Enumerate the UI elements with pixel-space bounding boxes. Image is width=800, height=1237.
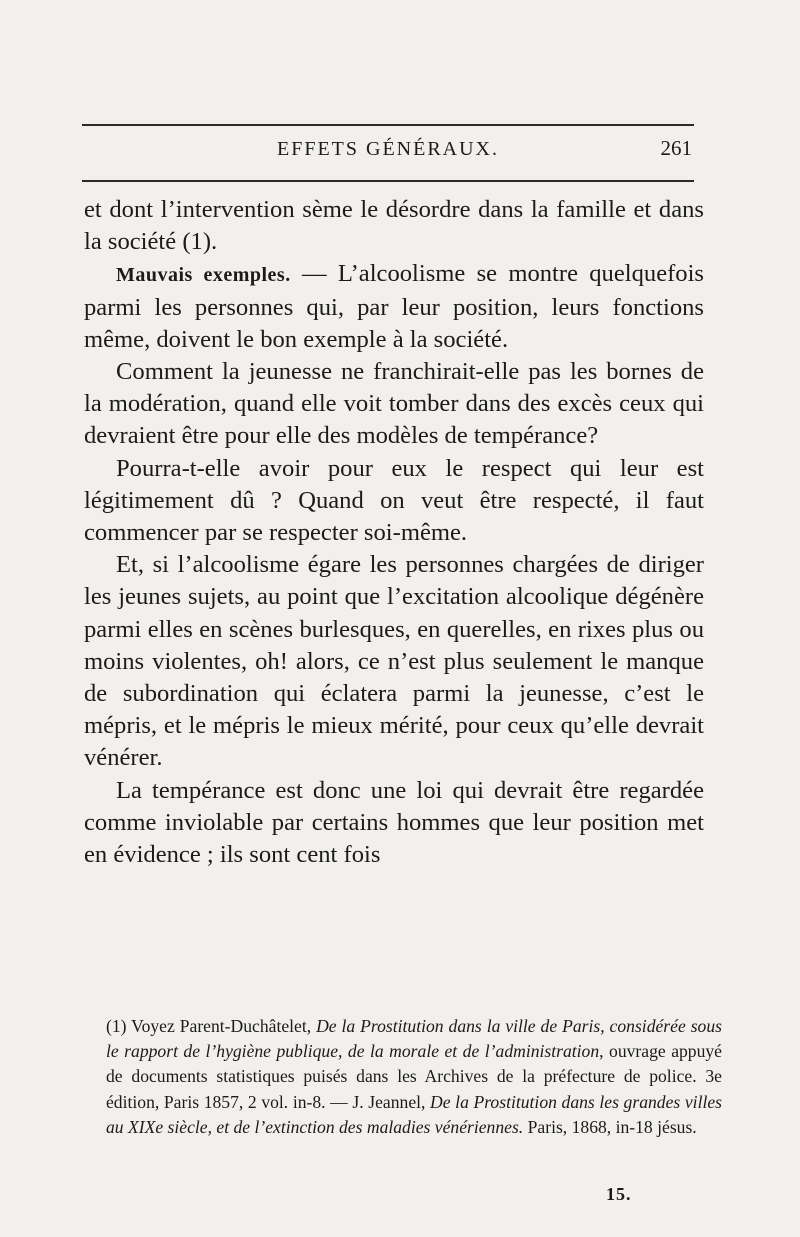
page-number: 261 bbox=[660, 136, 692, 160]
paragraph: Et, si l’alcoolisme égare les personnes chargées de diriger les jeunes sujets, au point que l’excitation alcoolique dégénère parmi elles en scènes burlesques, en querelles, en rixes plus ou moins violentes, oh! alors, ce n’est plus seulement le manque de subordination qui éclatera parmi la jeunesse, c’est le mépris, et le mépris le mieux mérité, pour ceux qu’elle devrait vénérer. bbox=[84, 551, 704, 772]
footnote-text-part: , ouvrage appuyé de documents statistiques puisés dans les Archives de la préfecture de police. 3e édition, Paris 1857, 2 vol. in-8. — J. Jeannel, bbox=[106, 1041, 722, 1112]
running-header bbox=[82, 134, 694, 168]
paragraph-text: — L’alcoolisme se montre quelquefois parmi les personnes qui, par leur position, leurs fonctions même, doivent le bon exemple à la société. bbox=[84, 260, 705, 353]
paragraph: Comment la jeunesse ne franchirait-elle pas les bornes de la modération, quand elle voit tomber dans des excès ceux qui devraient être pour elle des modèles de tempérance? bbox=[84, 358, 704, 450]
footnote bbox=[106, 1014, 722, 1140]
running-title: EFFETS GÉNÉRAUX. bbox=[276, 138, 499, 160]
footnote-text-part: Paris, 1868, in-18 jésus. bbox=[523, 1116, 697, 1137]
paragraph: La tempérance est donc une loi qui devrait être regardée comme inviolable par certains hommes que leur position met en évidence ; ils sont cent fois bbox=[84, 776, 704, 869]
header-top-rule bbox=[82, 124, 694, 126]
signature-mark: 15. bbox=[606, 1184, 632, 1204]
paragraph: Pourra-t-elle avoir pour eux le respect qui leur est légitimement dû ? Quand on veut être respecté, il faut commencer par se respecter soi-même. bbox=[84, 454, 704, 547]
footnote-title: De la Prostitution dans la ville de Paris, considérée sous le rapport de l’hygiène publique, de la morale et de l’administration bbox=[106, 1016, 722, 1062]
section-heading: Mauvais exemples. bbox=[116, 264, 291, 287]
header-bottom-rule bbox=[82, 180, 694, 182]
footnote-title: De la Prostitution dans les grandes villes au XIXe siècle, et de l’extinction des maladies vénériennes. bbox=[106, 1091, 722, 1137]
paragraph bbox=[84, 258, 704, 356]
main-text bbox=[84, 194, 704, 871]
footnote-text bbox=[106, 1014, 722, 1140]
paragraph: et dont l’intervention sème le désordre dans la famille et dans la société (1). bbox=[84, 196, 704, 256]
footnote-marker: (1) Voyez Parent-Duchâtelet, bbox=[106, 1016, 317, 1036]
